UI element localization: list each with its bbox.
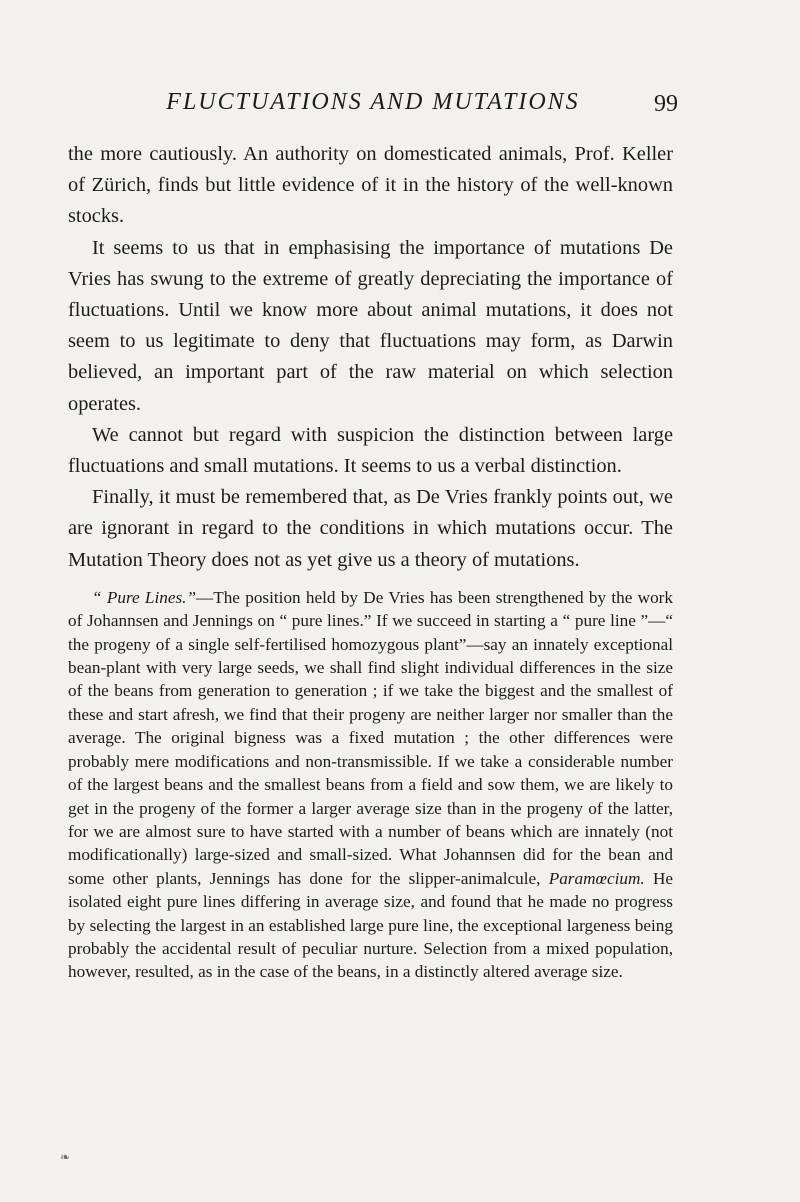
ink-speck: ❧ <box>60 1150 71 1164</box>
pure-lines-note <box>68 586 673 984</box>
pure-lines-text-end: He isolated eight pure lines differing in average size, and found that he made no progress by selecting the largest in an established large pure line, the exceptional largeness being probably the accidental result of peculiar nurture. Selection from a mixed population, however, resulted, as in the case of the beans, in a distinctly altered average size. <box>68 868 673 982</box>
running-head <box>68 86 678 126</box>
pure-lines-heading: “ Pure Lines.” <box>92 587 197 607</box>
body-text <box>68 139 673 984</box>
paragraph-mutations-emphasis: It seems to us that in emphasising the importance of mutations De Vries has swung to the extreme of greatly depreciating the importance of fluctuations. Until we know more about animal mutations, it does not seem to us legitimate to deny that fluctuations may form, as Darwin believed, an important part of the raw material on which selection operates. <box>68 236 673 415</box>
paragraph-continued: the more cautiously. An authority on domesticated animals, Prof. Keller of Zürich, finds but little evidence of it in the history of the well-known stocks. <box>68 143 673 228</box>
running-title: FLUCTUATIONS AND MUTATIONS <box>166 89 580 115</box>
paragraph-verbal-distinction: We cannot but regard with suspicion the distinction between large fluctuations and small mutations. It seems to us a verbal distinction. <box>68 423 673 478</box>
pure-lines-text: —The position held by De Vries has been strengthened by the work of Johannsen and Jennings on “ pure lines.” If we succeed in starting a “ pure line ”—“ the progeny of a single self-fertilised homozygous plant”—say an innately exceptional bean-plant with very large seeds, we shall find slight individual differences in the size of the beans from generation to generation ; if we take the biggest and the smallest of these and start afresh, we find that their progeny are neither larger nor smaller than the average. The original bigness was a fixed mutation ; the other differences were probably mere modifications and non-transmissible. If we take a considerable number of the largest beans and the smallest beans from a field and sow them, we are likely to get in the progeny of the former a larger average size than in the progeny of the latter, for we are almost sure to have started with a number of beans which are innately (not modificationally) large-sized and small-sized. What Johannsen did for the bean and some other plants, Jennings has done for the slipper-animalcule, <box>68 587 673 888</box>
paramoecium-term: Paramœcium. <box>548 868 645 888</box>
page-number: 99 <box>654 91 678 117</box>
paragraph-finally: Finally, it must be remembered that, as De Vries frankly points out, we are ignorant in regard to the conditions in which mutations occur. The Mutation Theory does not as yet give us a theory of mutations. <box>68 486 673 571</box>
